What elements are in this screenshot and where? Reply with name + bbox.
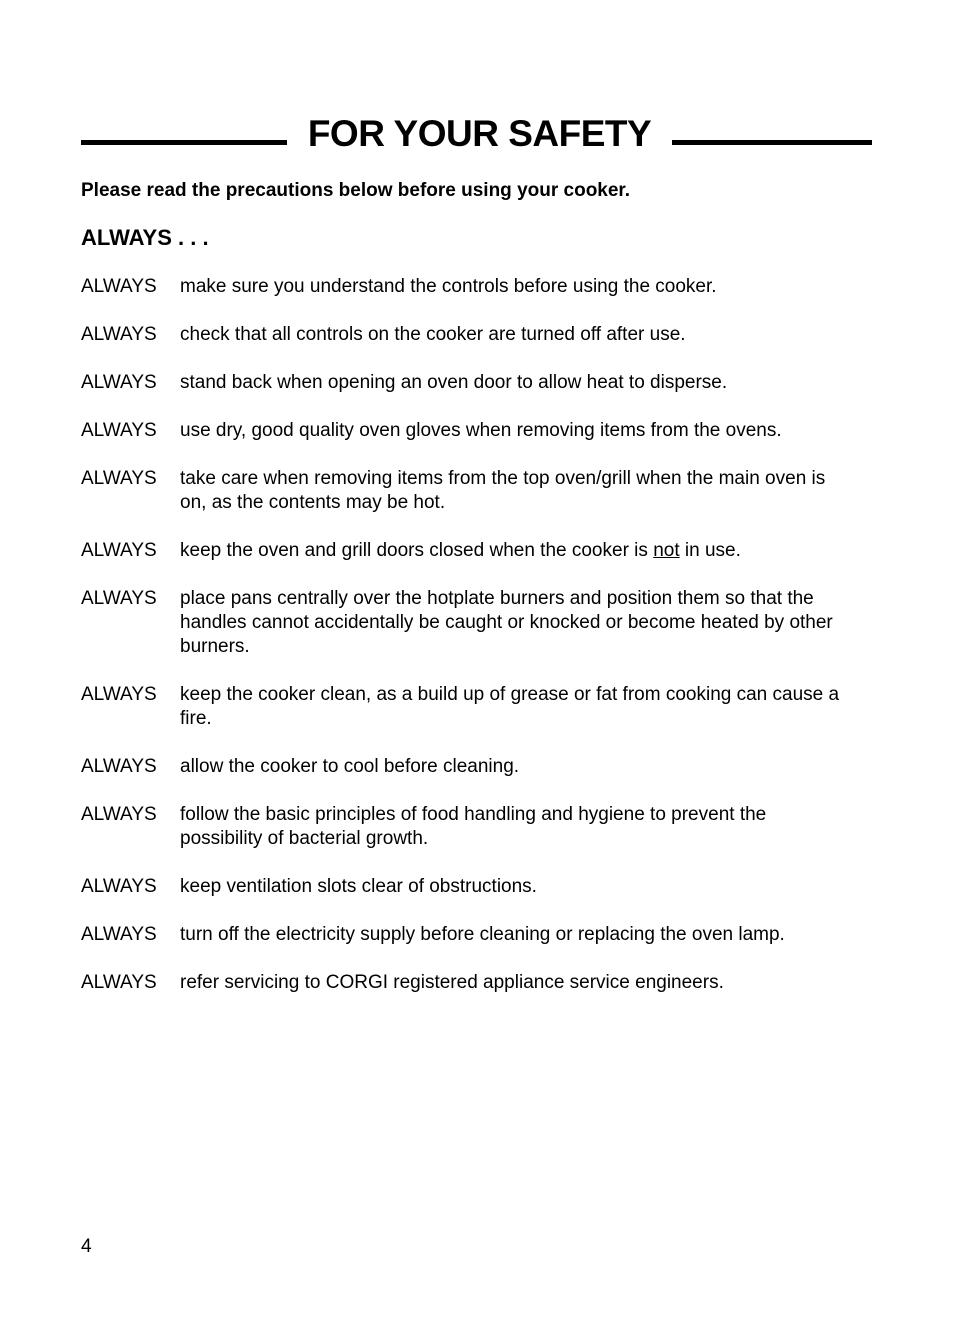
item-label: ALWAYS: [81, 420, 157, 441]
list-item: [81, 923, 861, 947]
item-text-after: in use.: [679, 540, 741, 561]
item-label: ALWAYS: [81, 924, 157, 945]
item-text: check that all controls on the cooker are turned off after use.: [180, 324, 686, 345]
list-item: [81, 755, 861, 779]
item-text: [180, 539, 840, 563]
page-number: 4: [81, 1236, 92, 1257]
item-label: ALWAYS: [81, 588, 157, 609]
precaution-list: [81, 275, 861, 1019]
list-item: [81, 323, 861, 347]
item-label: ALWAYS: [81, 756, 157, 777]
list-item: [81, 803, 861, 851]
item-text: allow the cooker to cool before cleaning.: [180, 756, 520, 777]
item-label: ALWAYS: [81, 876, 157, 897]
item-text: follow the basic principles of food handling and hygiene to prevent the possibility of bacterial growth.: [180, 804, 767, 849]
list-item: [81, 275, 861, 299]
list-item: [81, 971, 861, 995]
item-text: keep the cooker clean, as a build up of grease or fat from cooking can cause a fire.: [180, 684, 840, 729]
item-label: ALWAYS: [81, 804, 157, 825]
item-text: keep ventilation slots clear of obstructions.: [180, 876, 537, 897]
title-rule-left: [81, 140, 287, 145]
title-rule-right: [672, 140, 872, 145]
list-item: [81, 539, 861, 563]
item-label: ALWAYS: [81, 468, 157, 489]
item-text: use dry, good quality oven gloves when removing items from the ovens.: [180, 420, 782, 441]
intro-text: Please read the precautions below before using your cooker.: [81, 180, 631, 201]
item-label: ALWAYS: [81, 276, 157, 297]
item-text-emphasis: not: [653, 540, 680, 561]
list-item: [81, 419, 861, 443]
list-item: [81, 875, 861, 899]
item-label: ALWAYS: [81, 972, 157, 993]
item-text: turn off the electricity supply before cleaning or replacing the oven lamp.: [180, 924, 785, 945]
item-text: make sure you understand the controls before using the cooker.: [180, 276, 717, 297]
list-item: [81, 467, 861, 515]
item-text-before: keep the oven and grill doors closed when the cooker is: [180, 540, 654, 561]
section-heading: ALWAYS . . .: [81, 225, 209, 250]
item-label: ALWAYS: [81, 324, 157, 345]
item-label: ALWAYS: [81, 684, 157, 705]
item-text: stand back when opening an oven door to allow heat to disperse.: [180, 372, 728, 393]
item-label: ALWAYS: [81, 372, 157, 393]
list-item: [81, 371, 861, 395]
list-item: [81, 683, 861, 731]
item-text: place pans centrally over the hotplate burners and position them so that the handles cannot accidentally be caught or knocked or become heated by other burners.: [180, 588, 833, 657]
item-label: ALWAYS: [81, 540, 157, 561]
item-text: take care when removing items from the top oven/grill when the main oven is on, as the contents may be hot.: [180, 468, 826, 513]
list-item: [81, 587, 861, 659]
page-title: FOR YOUR SAFETY: [307, 113, 652, 154]
item-text: refer servicing to CORGI registered appliance service engineers.: [180, 972, 724, 993]
